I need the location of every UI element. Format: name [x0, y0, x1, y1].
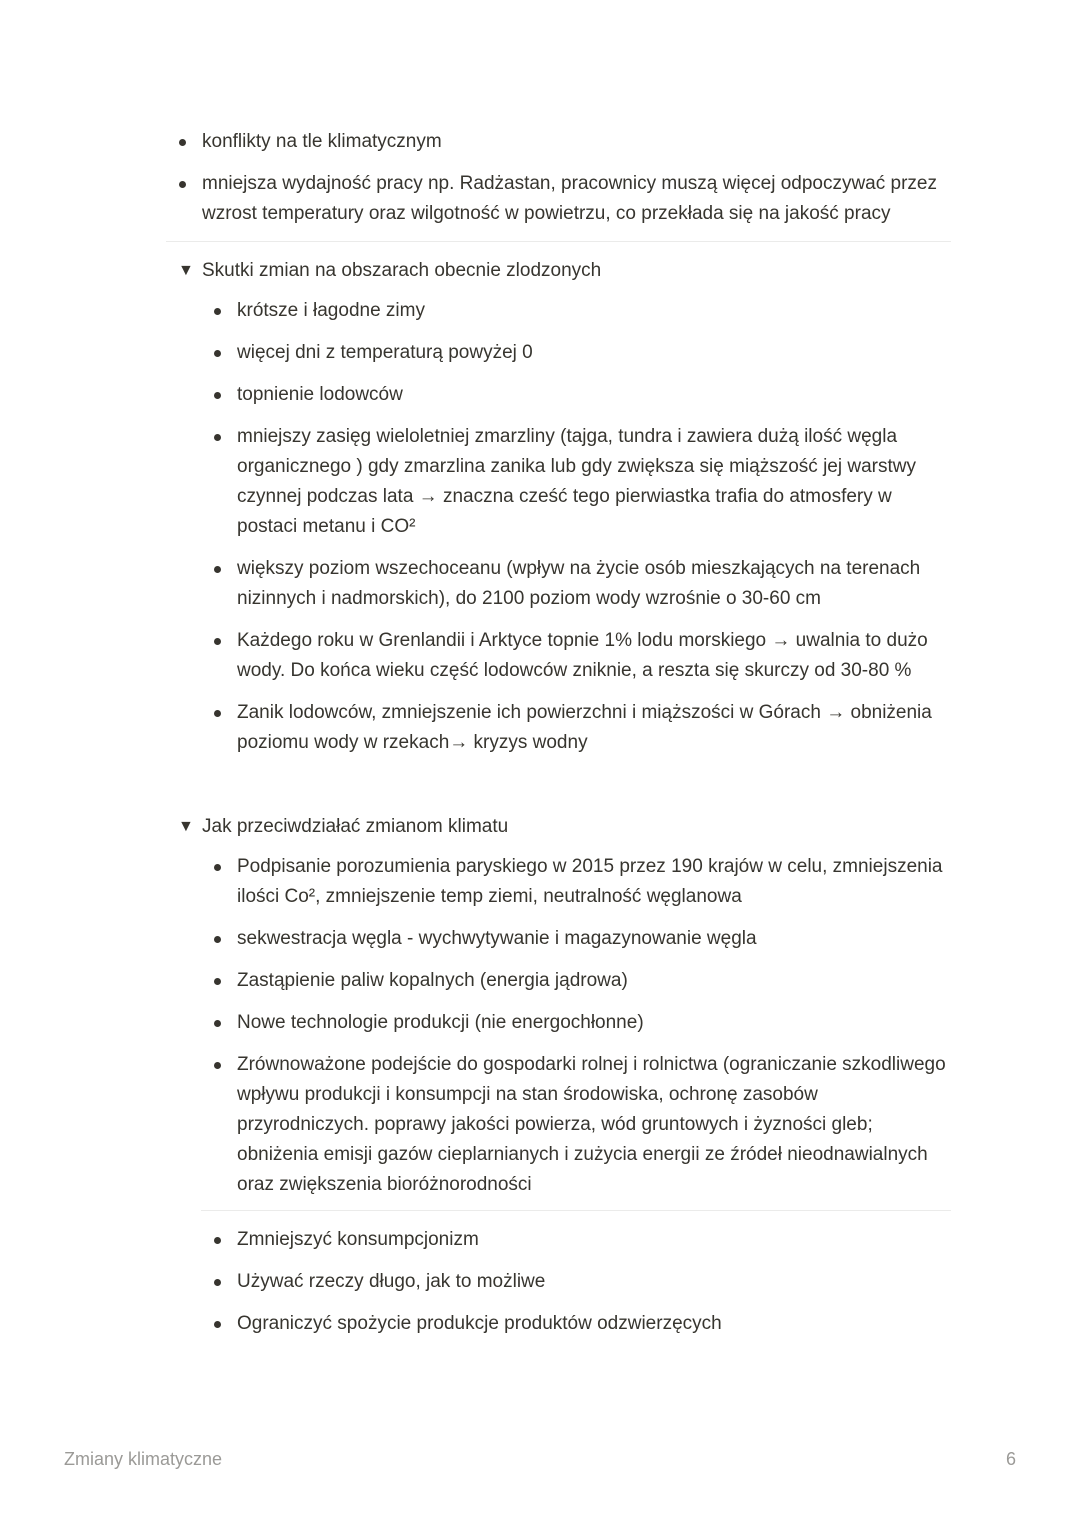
list-item: Zrównoważone podejście do gospodarki rolnej i rolnictwa (ograniczanie szkodliwego wpływu produkcji i konsumpcji na stan środowiska, ochronę zasobów przyrodniczych. poprawy jakości powierza, wód gruntowych i żyzności gleb; obniżenia emisji gazów cieplarnianych i zużycia energii ze źródeł nieodnawialnych oraz zwiększenia bioróżnorodności [201, 1050, 951, 1200]
toggle-section-climate-action[interactable] [166, 812, 951, 842]
list-item: Każdego roku w Grenlandii i Arktyce topnie 1% lodu morskiego → uwalnia to dużo wody. Do końca wieku część lodowców zniknie, a reszta się skurczy od 30-80 % [201, 626, 951, 686]
list-item: sekwestracja węgla - wychwytywanie i magazynowanie węgla [201, 924, 951, 954]
list-item: krótsze i łagodne zimy [201, 296, 951, 326]
toggle-title: Skutki zmian na obszarach obecnie zlodzonych [202, 260, 602, 281]
footer-document-title: Zmiany klimatyczne [64, 1449, 223, 1469]
list-item: mniejszy zasięg wieloletniej zmarzliny (tajga, tundra i zawiera dużą ilość węgla organicznego ) gdy zmarzlina zanika lub gdy zwiększa się miąższość jej warstwy czynnej podczas lata → znaczna cześć tego pierwiastka trafia do atmosfery w postaci metanu i CO² [201, 422, 951, 542]
footer-page-number: 6 [1005, 1449, 1016, 1469]
list-item: więcej dni z temperaturą powyżej 0 [201, 338, 951, 368]
list-item: Ograniczyć spożycie produkcje produktów odzwierzęcych [201, 1309, 951, 1339]
list-item: większy poziom wszechoceanu (wpływ na życie osób mieszkających na terenach nizinnych i nadmorskich), do 2100 poziom wody wzrośnie o 30-60 cm [201, 554, 951, 614]
list-item: Używać rzeczy długo, jak to możliwe [201, 1267, 951, 1297]
divider [201, 1210, 951, 1211]
ice-effects-list [201, 296, 951, 758]
list-item: topnienie lodowców [201, 380, 951, 410]
list-item: Zanik lodowców, zmniejszenie ich powierzchni i miąższości w Górach → obniżenia poziomu wody w rzekach→ kryzys wodny [201, 698, 951, 758]
list-item: Zmniejszyć konsumpcjonizm [201, 1225, 951, 1255]
toggle-triangle-icon[interactable]: ▼ [178, 818, 194, 835]
list-item: mniejsza wydajność pracy np. Radżastan, pracownicy muszą więcej odpoczywać przez wzrost temperatury oraz wilgotność w powietrzu, co przekłada się na jakość pracy [166, 169, 951, 229]
intro-list [166, 127, 951, 229]
list-item: Nowe technologie produkcji (nie energochłonne) [201, 1008, 951, 1038]
list-item: konflikty na tle klimatycznym [166, 127, 951, 157]
toggle-section-ice-effects[interactable] [166, 256, 951, 286]
climate-action-list-extra [201, 1225, 951, 1339]
toggle-title: Jak przeciwdziałać zmianom klimatu [202, 816, 509, 837]
spacer [166, 770, 951, 812]
divider [166, 241, 951, 242]
list-item: Zastąpienie paliw kopalnych (energia jądrowa) [201, 966, 951, 996]
toggle-triangle-icon[interactable]: ▼ [178, 262, 194, 279]
page-content [166, 127, 951, 1351]
climate-action-block [201, 852, 951, 1339]
list-item: Podpisanie porozumienia paryskiego w 2015 przez 190 krajów w celu, zmniejszenia ilości Co², zmniejszenie temp ziemi, neutralność węglanowa [201, 852, 951, 912]
climate-action-list [201, 852, 951, 1200]
